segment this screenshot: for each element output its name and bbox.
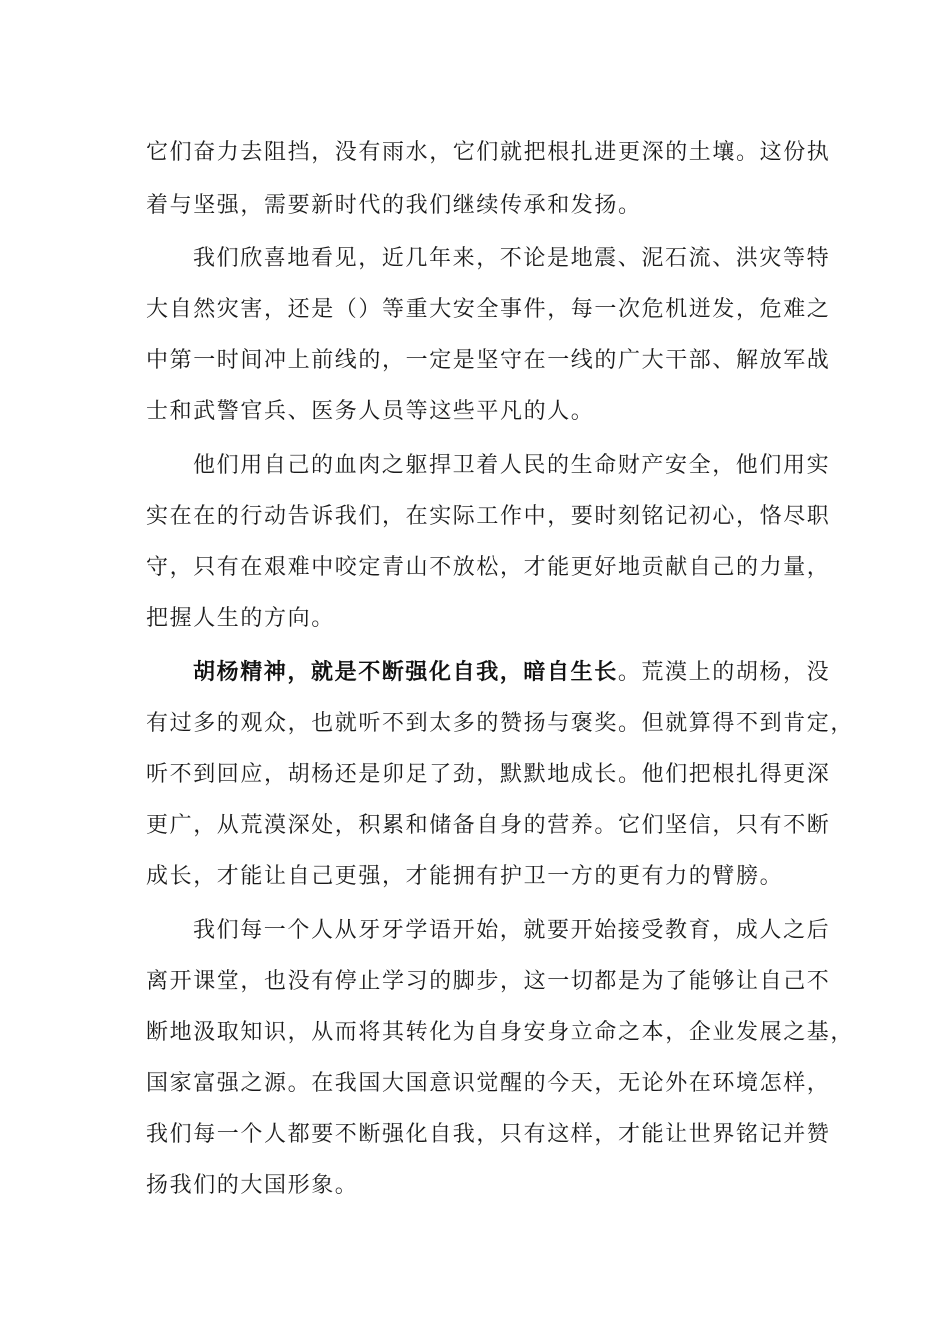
paragraph-line: 士和武警官兵、医务人员等这些平凡的人。 <box>146 399 595 424</box>
paragraph-line: 我们每一个人从牙牙学语开始，就要开始接受教育，成人之后 <box>193 918 831 943</box>
paragraph-line: 更广，从荒漠深处，积累和储备自身的营养。它们坚信，只有不断 <box>146 813 831 838</box>
paragraph-line: 他们用自己的血肉之躯捍卫着人民的生命财产安全，他们用实 <box>193 453 831 478</box>
bold-lead-sentence: 胡杨精神，就是不断强化自我，暗自生长 <box>193 660 618 685</box>
paragraph-line: 听不到回应，胡杨还是卯足了劲，默默地成长。他们把根扎得更深 <box>146 762 831 787</box>
paragraph-line: 成长，才能让自己更强，才能拥有护卫一方的更有力的臂膀。 <box>146 864 784 889</box>
paragraph-line: 我们每一个人都要不断强化自我，只有这样，才能让世界铭记并赞 <box>146 1122 831 1147</box>
paragraph-line: 扬我们的大国形象。 <box>146 1173 359 1198</box>
paragraph-line: 离开课堂，也没有停止学习的脚步，这一切都是为了能够让自己不 <box>146 969 831 994</box>
paragraph-line: 大自然灾害，还是（）等重大安全事件，每一次危机迸发，危难之 <box>146 297 831 322</box>
paragraph-line: 断地汲取知识，从而将其转化为自身安身立命之本，企业发展之基， <box>146 1020 855 1045</box>
paragraph-line: 守，只有在艰难中咬定青山不放松，才能更好地贡献自己的力量， <box>146 555 831 580</box>
paragraph-line: 把握人生的方向。 <box>146 606 335 631</box>
paragraph-line: 我们欣喜地看见，近几年来，不论是地震、泥石流、洪灾等特 <box>193 246 831 271</box>
paragraph-lead-line <box>193 647 830 699</box>
paragraph-line: 着与坚强，需要新时代的我们继续传承和发扬。 <box>146 193 642 218</box>
paragraph-line: 实在在的行动告诉我们，在实际工作中，要时刻铭记初心，恪尽职 <box>146 504 831 529</box>
lead-line-rest: 。荒漠上的胡杨，没 <box>617 660 831 685</box>
paragraph-line: 国家富强之源。在我国大国意识觉醒的今天，无论外在环境怎样， <box>146 1071 831 1096</box>
paragraph-line: 中第一时间冲上前线的，一定是坚守在一线的广大干部、解放军战 <box>146 348 831 373</box>
paragraph-line: 有过多的观众，也就听不到太多的赞扬与褒奖。但就算得不到肯定， <box>146 711 855 736</box>
paragraph-line: 它们奋力去阻挡，没有雨水，它们就把根扎进更深的土壤。这份执 <box>146 140 831 165</box>
